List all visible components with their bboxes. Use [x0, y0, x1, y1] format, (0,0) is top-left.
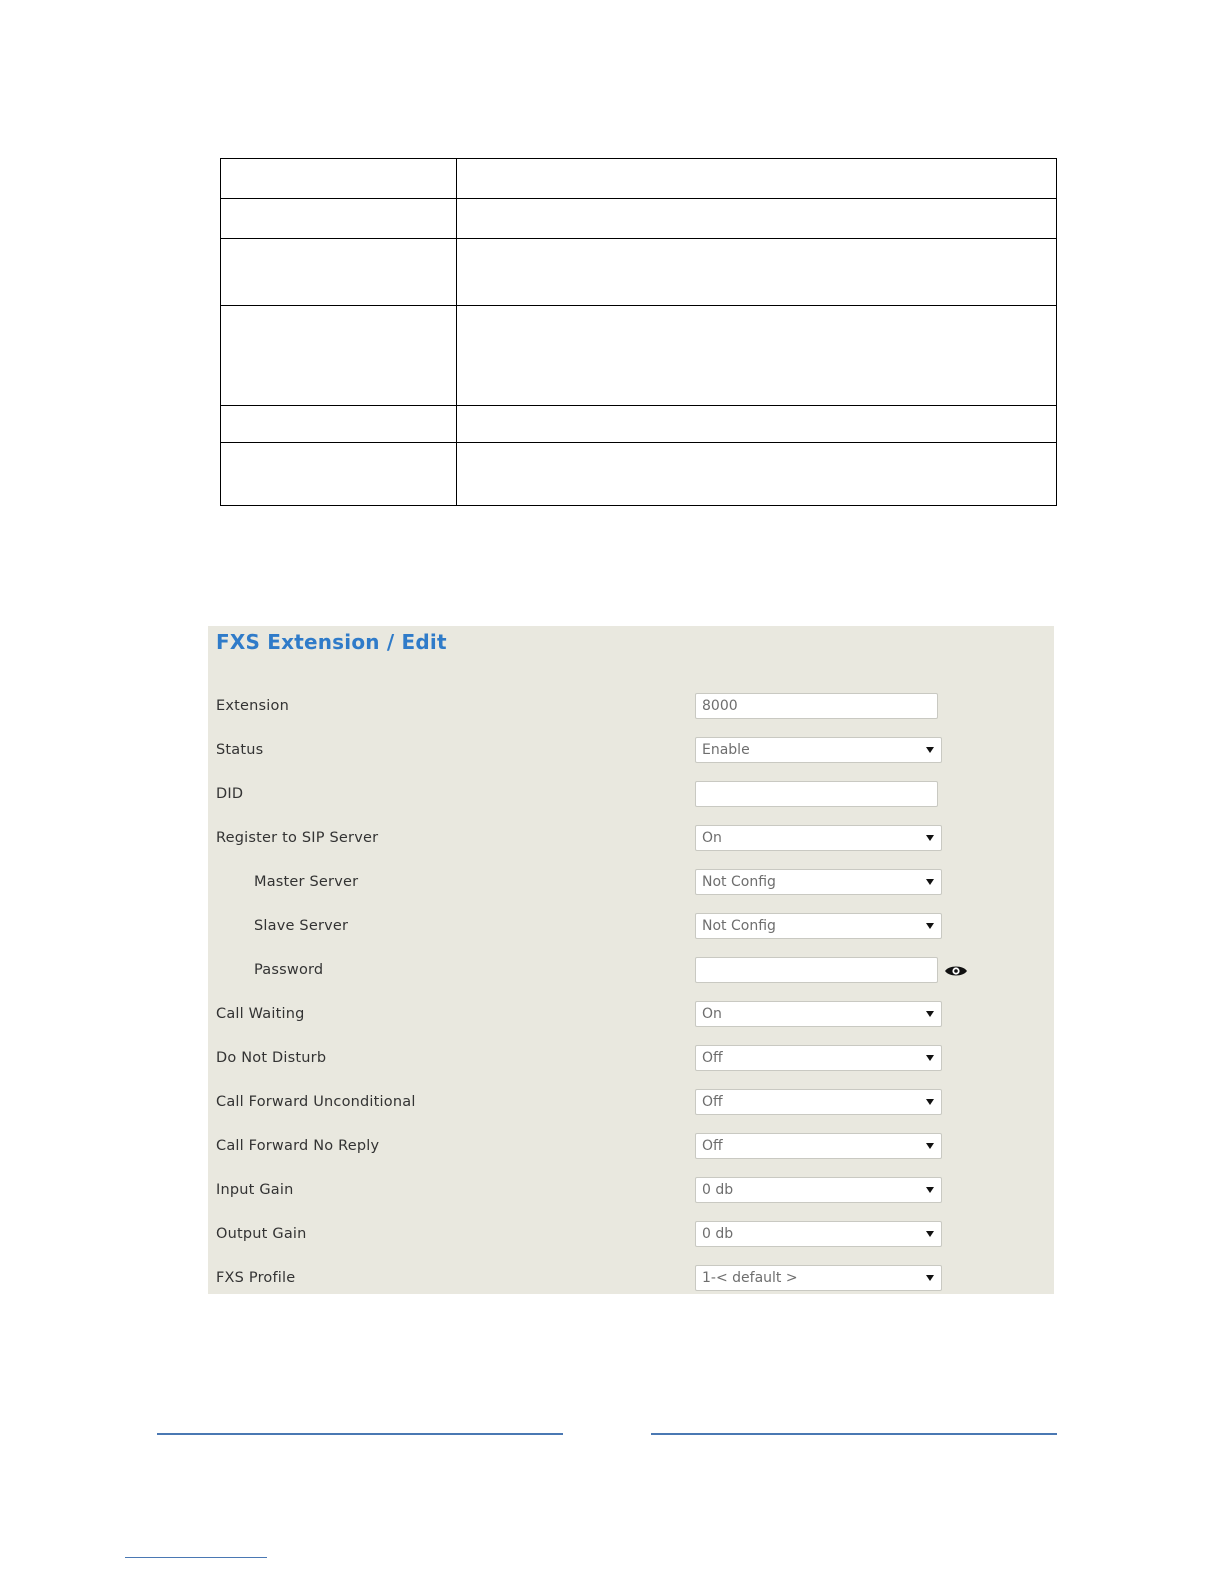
- row-password: [208, 957, 1054, 987]
- status-label: Status: [216, 742, 264, 758]
- table-cell: [221, 406, 457, 443]
- call-forward-no-reply-value: Off: [702, 1138, 723, 1154]
- did-input[interactable]: [695, 781, 938, 807]
- fxs-profile-select[interactable]: [695, 1265, 942, 1291]
- dropdown-caret-icon: [926, 1143, 934, 1149]
- table-cell: [457, 239, 1057, 306]
- footer-rule-left: [157, 1433, 563, 1435]
- call-forward-no-reply-label: Call Forward No Reply: [216, 1138, 380, 1154]
- table-row: [221, 199, 1057, 239]
- fxs-profile-label: FXS Profile: [216, 1270, 296, 1286]
- master-server-select[interactable]: [695, 869, 942, 895]
- table-cell: [457, 306, 1057, 406]
- output-gain-value: 0 db: [702, 1226, 734, 1242]
- row-status: [208, 737, 1054, 767]
- do-not-disturb-select[interactable]: [695, 1045, 942, 1071]
- call-forward-unconditional-label: Call Forward Unconditional: [216, 1094, 416, 1110]
- row-input-gain: [208, 1177, 1054, 1207]
- call-waiting-value: On: [702, 1006, 722, 1022]
- fxs-extension-edit-panel: [208, 626, 1054, 1294]
- extension-label: Extension: [216, 698, 289, 714]
- table-cell: [221, 239, 457, 306]
- register-sip-label: Register to SIP Server: [216, 830, 379, 846]
- call-forward-unconditional-value: Off: [702, 1094, 723, 1110]
- table-cell: [457, 406, 1057, 443]
- status-value: Enable: [702, 742, 750, 758]
- footer-rule-right: [651, 1433, 1057, 1435]
- table-row: [221, 239, 1057, 306]
- row-call-forward-unconditional: [208, 1089, 1054, 1119]
- call-forward-no-reply-select[interactable]: [695, 1133, 942, 1159]
- table-cell: [457, 199, 1057, 239]
- slave-server-label: Slave Server: [254, 918, 349, 934]
- row-output-gain: [208, 1221, 1054, 1251]
- row-call-forward-no-reply: [208, 1133, 1054, 1163]
- input-gain-select[interactable]: [695, 1177, 942, 1203]
- dropdown-caret-icon: [926, 923, 934, 929]
- call-forward-unconditional-select[interactable]: [695, 1089, 942, 1115]
- footnote-rule: [125, 1557, 267, 1558]
- output-gain-label: Output Gain: [216, 1226, 307, 1242]
- table-row: [221, 406, 1057, 443]
- row-did: [208, 781, 1054, 811]
- dropdown-caret-icon: [926, 1055, 934, 1061]
- dropdown-caret-icon: [926, 1011, 934, 1017]
- row-master-server: [208, 869, 1054, 899]
- description-table: [220, 158, 1057, 506]
- do-not-disturb-value: Off: [702, 1050, 723, 1066]
- eye-icon[interactable]: [944, 964, 968, 978]
- slave-server-select[interactable]: [695, 913, 942, 939]
- master-server-value: Not Config: [702, 874, 776, 890]
- table-cell: [221, 306, 457, 406]
- register-sip-select[interactable]: [695, 825, 942, 851]
- row-extension: [208, 693, 1054, 723]
- status-select[interactable]: [695, 737, 942, 763]
- password-label: Password: [254, 962, 324, 978]
- do-not-disturb-label: Do Not Disturb: [216, 1050, 327, 1066]
- table-row: [221, 306, 1057, 406]
- input-gain-label: Input Gain: [216, 1182, 294, 1198]
- dropdown-caret-icon: [926, 1275, 934, 1281]
- row-fxs-profile: [208, 1265, 1054, 1295]
- dropdown-caret-icon: [926, 1099, 934, 1105]
- register-sip-value: On: [702, 830, 722, 846]
- password-input[interactable]: [695, 957, 938, 983]
- row-do-not-disturb: [208, 1045, 1054, 1075]
- panel-title: FXS Extension / Edit: [216, 630, 447, 654]
- table-row: [221, 443, 1057, 506]
- table-cell: [457, 443, 1057, 506]
- dropdown-caret-icon: [926, 1231, 934, 1237]
- dropdown-caret-icon: [926, 747, 934, 753]
- table-cell: [221, 443, 457, 506]
- master-server-label: Master Server: [254, 874, 359, 890]
- table-row: [221, 159, 1057, 199]
- output-gain-select[interactable]: [695, 1221, 942, 1247]
- input-gain-value: 0 db: [702, 1182, 734, 1198]
- slave-server-value: Not Config: [702, 918, 776, 934]
- row-slave-server: [208, 913, 1054, 943]
- table-cell: [457, 159, 1057, 199]
- table-cell: [221, 199, 457, 239]
- extension-input[interactable]: 8000: [695, 693, 938, 719]
- did-label: DID: [216, 786, 244, 802]
- table-cell: [221, 159, 457, 199]
- dropdown-caret-icon: [926, 879, 934, 885]
- dropdown-caret-icon: [926, 835, 934, 841]
- row-register-sip: [208, 825, 1054, 855]
- fxs-profile-value: 1-< default >: [702, 1270, 798, 1286]
- call-waiting-select[interactable]: [695, 1001, 942, 1027]
- row-call-waiting: [208, 1001, 1054, 1031]
- dropdown-caret-icon: [926, 1187, 934, 1193]
- call-waiting-label: Call Waiting: [216, 1006, 305, 1022]
